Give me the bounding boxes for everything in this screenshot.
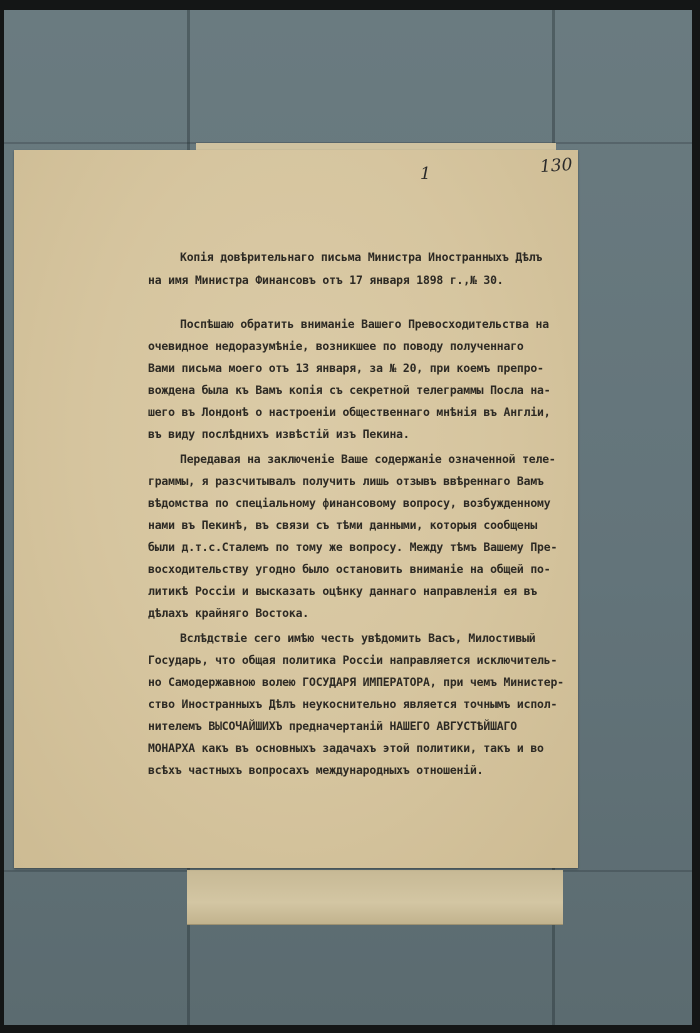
body-line: шего въ Лондонѣ о настроеніи общественнаго мнѣнія въ Англіи, <box>148 405 551 419</box>
body-line: были д.т.с.Сталемъ по тому же вопросу. Между тѣмъ Вашему Пре- <box>148 540 558 554</box>
body-line: Поспѣшаю обратить вниманіе Вашего Превосходительства на <box>180 317 549 331</box>
sheet-number: 1 <box>420 164 431 184</box>
body-line: въ виду послѣднихъ извѣстій изъ Пекина. <box>148 427 410 441</box>
body-line: Передавая на заключеніе Ваше содержаніе означенной теле- <box>180 452 556 466</box>
archive-page-number: 130 <box>539 154 574 178</box>
body-line: ство Иностранныхъ Дѣлъ неукоснительно является точнымъ испол- <box>148 697 558 711</box>
body-line: нителемъ ВЫСОЧАЙШИХЪ предначертаній НАШЕГО АВГУСТѢЙШАГО <box>148 719 517 733</box>
body-line: Вами письма моего отъ 13 января, за № 20, при коемъ препро- <box>148 361 544 375</box>
body-line: всѣхъ частныхъ вопросахъ международныхъ отношеній. <box>148 763 484 777</box>
document-title-line: Копія довѣрительнаго письма Министра Иностранныхъ Дѣлъ <box>180 250 543 264</box>
body-line: Государь, что общая политика Россіи направляется исключитель- <box>148 653 558 667</box>
body-line: восходительству угодно было остановить вниманіе на общей по- <box>148 562 551 576</box>
body-line: нами въ Пекинѣ, въ связи съ тѣми данными, которыя сообщены <box>148 518 538 532</box>
body-line: граммы, я разсчитывалъ получить лишь отзывъ ввѣреннаго Вамъ <box>148 474 544 488</box>
body-line: но Самодержавною волею ГОСУДАРЯ ИМПЕРАТОРА, при чемъ Министер- <box>148 675 564 689</box>
body-line: литикѣ Россіи и высказать оцѣнку даннаго направленія ея въ <box>148 584 538 598</box>
body-line: МОНАРХА какъ въ основныхъ задачахъ этой политики, такъ и во <box>148 741 544 755</box>
document-title-line: на имя Министра Финансовъ отъ 17 января 1898 г.,№ 30. <box>148 273 504 287</box>
body-line: вождена была къ Вамъ копія съ секретной телеграммы Посла на- <box>148 383 551 397</box>
body-line: дѣлахъ крайняго Востока. <box>148 606 309 620</box>
body-line: очевидное недоразумѣніе, возникшее по поводу полученнаго <box>148 339 524 353</box>
body-line: вѣдомства по спеціальному финансовому вопросу, возбужденному <box>148 496 551 510</box>
body-line: Вслѣдствіе сего имѣю честь увѣдомить Васъ, Милостивый <box>180 631 536 645</box>
